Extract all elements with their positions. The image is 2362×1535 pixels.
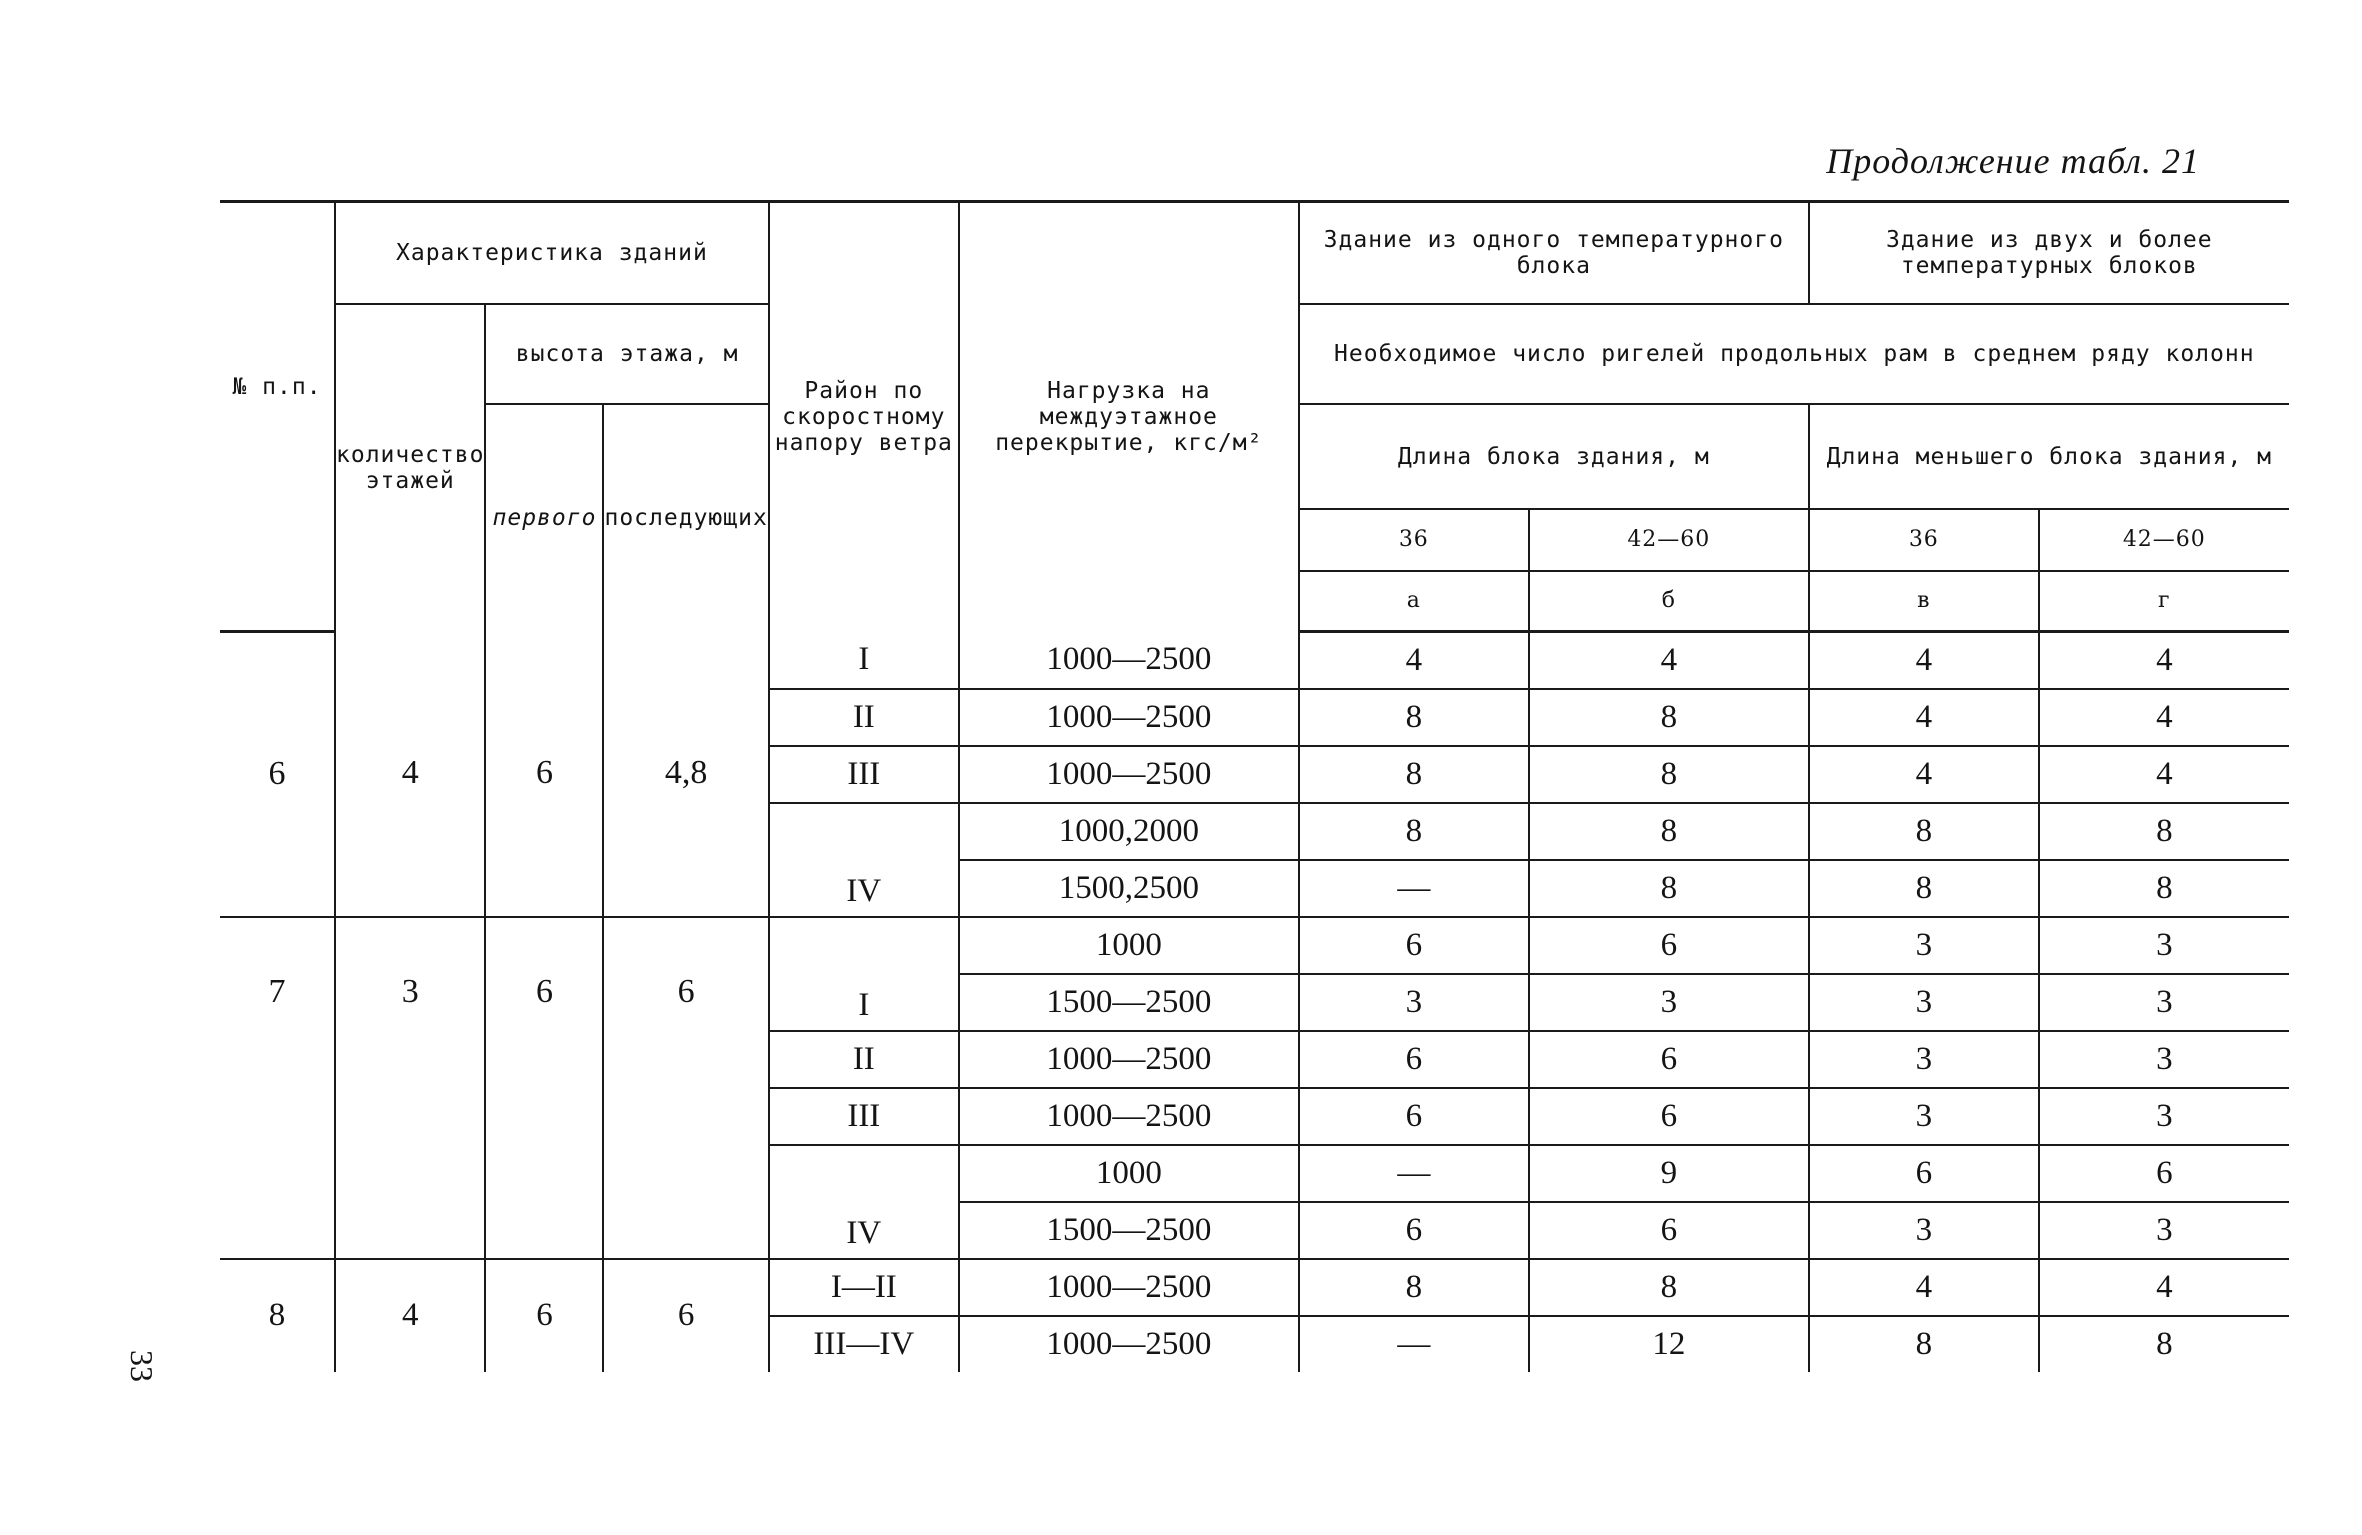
value-a: 8: [1299, 746, 1529, 803]
header-col-b: б: [1529, 571, 1809, 631]
data-table: [220, 200, 2289, 1372]
value-v: 3: [1809, 1202, 2039, 1259]
value-b: 3: [1529, 974, 1809, 1031]
value-g: 3: [2039, 1202, 2289, 1259]
value-b: 8: [1529, 860, 1809, 917]
value-a: —: [1299, 860, 1529, 917]
load-value: 1000: [959, 917, 1299, 974]
value-b: 6: [1529, 1202, 1809, 1259]
value-a: 8: [1299, 689, 1529, 746]
value-v: 3: [1809, 917, 2039, 974]
value-b: 6: [1529, 1088, 1809, 1145]
floors-count: 3: [335, 917, 485, 1259]
wind-region: I: [769, 917, 959, 1031]
value-a: 6: [1299, 1202, 1529, 1259]
wind-region: IV: [769, 1145, 959, 1259]
value-v: 4: [1809, 1259, 2039, 1316]
value-g: 6: [2039, 1145, 2289, 1202]
wind-region: I: [769, 631, 959, 689]
wind-region: III—IV: [769, 1316, 959, 1372]
page-number: 33: [124, 1350, 160, 1382]
header-col-v: в: [1809, 571, 2039, 631]
value-a: —: [1299, 1145, 1529, 1202]
floors-count: 4: [335, 631, 485, 917]
value-a: 3: [1299, 974, 1529, 1031]
value-v: 4: [1809, 689, 2039, 746]
row-number: 7: [220, 917, 335, 1259]
value-a: 8: [1299, 1259, 1529, 1316]
load-value: 1000—2500: [959, 746, 1299, 803]
value-v: 4: [1809, 631, 2039, 689]
value-v: 3: [1809, 1088, 2039, 1145]
value-b: 9: [1529, 1145, 1809, 1202]
value-b: 8: [1529, 803, 1809, 860]
load-value: 1000—2500: [959, 689, 1299, 746]
wind-region: IV: [769, 803, 959, 917]
wind-region: II: [769, 689, 959, 746]
subsequent-floor-height: 4,8: [603, 631, 768, 917]
load-value: 1500—2500: [959, 974, 1299, 1031]
load-value: 1000: [959, 1145, 1299, 1202]
value-v: 3: [1809, 1031, 2039, 1088]
floors-count: 4: [335, 1259, 485, 1372]
table-header: [220, 202, 2289, 632]
value-a: —: [1299, 1316, 1529, 1372]
first-floor-height: 6: [485, 917, 603, 1259]
value-a: 4: [1299, 631, 1529, 689]
header-first: первого: [485, 404, 603, 631]
value-b: 8: [1529, 689, 1809, 746]
value-b: 12: [1529, 1316, 1809, 1372]
value-b: 8: [1529, 1259, 1809, 1316]
row-number: 6: [220, 631, 335, 917]
value-g: 4: [2039, 631, 2289, 689]
header-len-42-60-a: 42—60: [1529, 509, 1809, 571]
header-smaller-block-length: Длина меньшего блока здания, м: [1809, 404, 2289, 509]
subsequent-floor-height: 6: [603, 1259, 768, 1372]
header-required: Необходимое число ригелей продольных рам в среднем ряду колонн: [1299, 304, 2289, 404]
load-value: 1000—2500: [959, 1259, 1299, 1316]
wind-region: III: [769, 746, 959, 803]
value-g: 3: [2039, 917, 2289, 974]
header-load: Нагрузка на междуэтажное перекрытие, кгс/м²: [959, 202, 1299, 632]
value-v: 6: [1809, 1145, 2039, 1202]
value-a: 6: [1299, 1031, 1529, 1088]
value-g: 8: [2039, 860, 2289, 917]
header-wind-region: Район по скоростному напору ветра: [769, 202, 959, 632]
header-floor-height: высота этажа, м: [485, 304, 768, 404]
table-body: [220, 631, 2289, 1372]
value-g: 3: [2039, 974, 2289, 1031]
header-len-36-a: 36: [1299, 509, 1529, 571]
header-one-block: Здание из одного температурного блока: [1299, 202, 1809, 305]
value-g: 3: [2039, 1031, 2289, 1088]
header-row-no: № п.п.: [220, 202, 335, 572]
value-v: 8: [1809, 1316, 2039, 1372]
value-g: 4: [2039, 1259, 2289, 1316]
header-subsequent: последующих: [603, 404, 768, 631]
value-a: 6: [1299, 1088, 1529, 1145]
value-g: 8: [2039, 803, 2289, 860]
load-value: 1000—2500: [959, 1031, 1299, 1088]
header-characteristics: Характеристика зданий: [335, 202, 769, 305]
load-value: 1000—2500: [959, 1088, 1299, 1145]
header-block-length: Длина блока здания, м: [1299, 404, 1809, 509]
load-value: 1000—2500: [959, 631, 1299, 689]
header-col-a: а: [1299, 571, 1529, 631]
table-row: [220, 631, 2289, 689]
value-v: 8: [1809, 860, 2039, 917]
header-blank: [220, 571, 335, 631]
value-v: 4: [1809, 746, 2039, 803]
load-value: 1000—2500: [959, 1316, 1299, 1372]
load-value: 1500—2500: [959, 1202, 1299, 1259]
value-b: 6: [1529, 917, 1809, 974]
load-value: 1500,2500: [959, 860, 1299, 917]
value-b: 8: [1529, 746, 1809, 803]
wind-region: III: [769, 1088, 959, 1145]
header-len-42-60-b: 42—60: [2039, 509, 2289, 571]
value-v: 8: [1809, 803, 2039, 860]
subsequent-floor-height: 6: [603, 917, 768, 1259]
load-value: 1000,2000: [959, 803, 1299, 860]
header-floors-count: количество этажей: [335, 304, 485, 631]
wind-region: I—II: [769, 1259, 959, 1316]
header-len-36-b: 36: [1809, 509, 2039, 571]
value-a: 8: [1299, 803, 1529, 860]
table-row: [220, 917, 2289, 974]
first-floor-height: 6: [485, 1259, 603, 1372]
wind-region: II: [769, 1031, 959, 1088]
value-v: 3: [1809, 974, 2039, 1031]
value-g: 4: [2039, 746, 2289, 803]
value-b: 6: [1529, 1031, 1809, 1088]
first-floor-height: 6: [485, 631, 603, 917]
header-two-blocks: Здание из двух и более температурных блоков: [1809, 202, 2289, 305]
table-row: [220, 1259, 2289, 1316]
value-a: 6: [1299, 917, 1529, 974]
value-b: 4: [1529, 631, 1809, 689]
value-g: 8: [2039, 1316, 2289, 1372]
value-g: 3: [2039, 1088, 2289, 1145]
header-col-g: г: [2039, 571, 2289, 631]
table-caption: Продолжение табл. 21: [1826, 141, 2200, 181]
row-number: 8: [220, 1259, 335, 1372]
value-g: 4: [2039, 689, 2289, 746]
